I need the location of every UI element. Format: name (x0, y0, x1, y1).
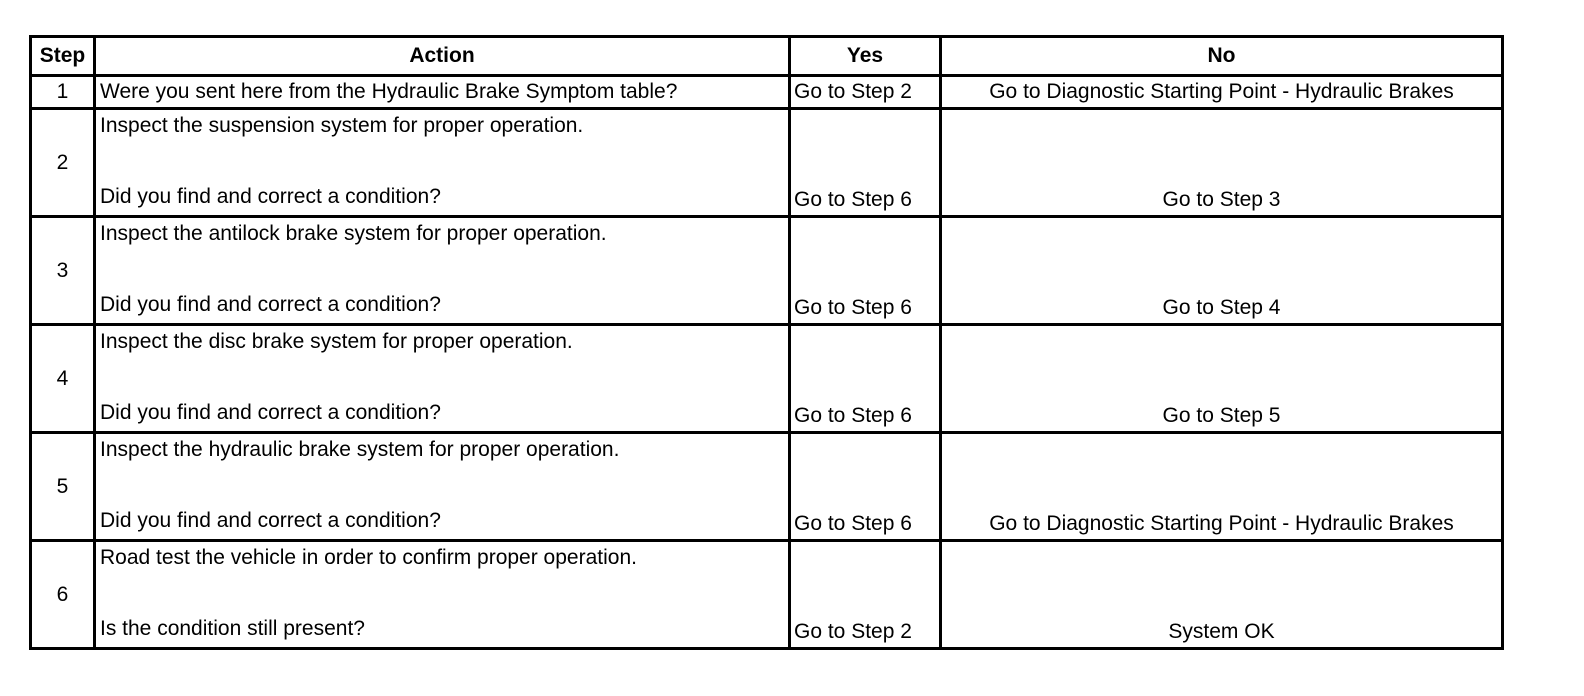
no-result: Go to Step 3 (941, 109, 1503, 217)
action-text: Inspect the antilock brake system for proper operation. (100, 222, 607, 245)
yes-result: Go to Step 6 (790, 109, 941, 217)
action-text: Road test the vehicle in order to confirm proper operation. (100, 546, 637, 569)
no-result: Go to Diagnostic Starting Point - Hydraulic Brakes (941, 433, 1503, 541)
yes-result: Go to Step 6 (790, 433, 941, 541)
yes-result: Go to Step 6 (790, 325, 941, 433)
no-result: Go to Diagnostic Starting Point - Hydraulic Brakes (941, 76, 1503, 109)
header-step: Step (31, 37, 95, 76)
action-text: Were you sent here from the Hydraulic Brake Symptom table? (95, 76, 790, 109)
header-row (31, 37, 1503, 76)
action-question: Is the condition still present? (100, 617, 365, 640)
table-row (31, 325, 1503, 433)
step-number: 5 (31, 433, 95, 541)
no-result: System OK (941, 541, 1503, 649)
action-cell (95, 541, 790, 649)
action-cell (95, 433, 790, 541)
action-text: Inspect the hydraulic brake system for proper operation. (100, 438, 620, 461)
header-no: No (941, 37, 1503, 76)
no-result: Go to Step 5 (941, 325, 1503, 433)
header-yes: Yes (790, 37, 941, 76)
table-row (31, 76, 1503, 109)
action-cell (95, 109, 790, 217)
header-action: Action (95, 37, 790, 76)
step-number: 4 (31, 325, 95, 433)
action-question: Did you find and correct a condition? (100, 293, 441, 316)
action-question: Did you find and correct a condition? (100, 509, 441, 532)
diagnostic-table (29, 35, 1504, 650)
step-number: 2 (31, 109, 95, 217)
yes-result: Go to Step 2 (790, 76, 941, 109)
step-number: 3 (31, 217, 95, 325)
action-text: Inspect the disc brake system for proper operation. (100, 330, 573, 353)
table-row (31, 109, 1503, 217)
action-question: Did you find and correct a condition? (100, 185, 441, 208)
step-number: 6 (31, 541, 95, 649)
table-row (31, 217, 1503, 325)
table-row (31, 433, 1503, 541)
action-cell (95, 325, 790, 433)
action-cell (95, 217, 790, 325)
yes-result: Go to Step 2 (790, 541, 941, 649)
table-row (31, 541, 1503, 649)
step-number: 1 (31, 76, 95, 109)
action-text: Inspect the suspension system for proper operation. (100, 114, 584, 137)
yes-result: Go to Step 6 (790, 217, 941, 325)
no-result: Go to Step 4 (941, 217, 1503, 325)
action-question: Did you find and correct a condition? (100, 401, 441, 424)
